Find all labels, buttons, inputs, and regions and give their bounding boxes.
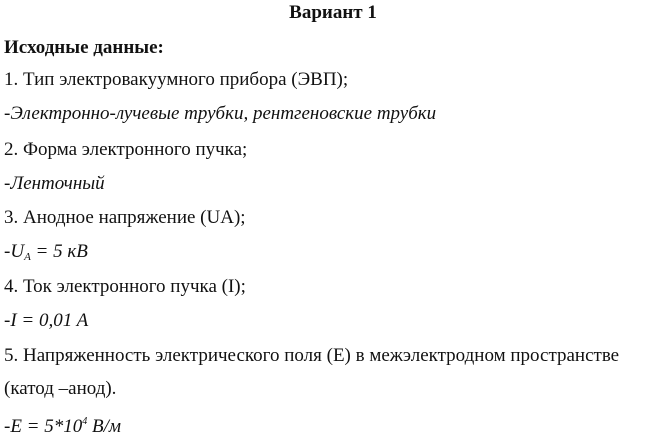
document-title: Вариант 1 (289, 2, 377, 23)
item-5-answer-prefix: -E = 5*10 (4, 416, 83, 437)
item-3-answer-subscript: A (24, 251, 31, 263)
item-2-answer: -Ленточный (4, 173, 105, 194)
item-4-answer: -I = 0,01 A (4, 310, 89, 331)
item-3-answer-prefix: -U (4, 241, 25, 262)
item-5-question-line2: (катод –анод). (4, 378, 117, 399)
item-5-answer (4, 411, 121, 438)
section-heading: Исходные данные: (4, 37, 164, 58)
item-3-answer-suffix: = 5 кВ (30, 241, 88, 262)
item-5-question-line1: 5. Напряженность электрического поля (E) в межэлектродном пространстве (4, 345, 620, 366)
item-3-answer (4, 241, 88, 268)
item-4-question: 4. Ток электронного пучка (I); (4, 276, 246, 297)
item-5-answer-superscript: 4 (82, 416, 88, 427)
item-1-answer: -Электронно-лучевые трубки, рентгеновские трубки (4, 103, 437, 124)
item-1-question: 1. Тип электровакуумного прибора (ЭВП); (4, 69, 349, 90)
item-3-question: 3. Анодное напряжение (UA); (4, 207, 246, 228)
item-5-answer-suffix: В/м (87, 416, 122, 437)
item-2-question: 2. Форма электронного пучка; (4, 139, 248, 160)
